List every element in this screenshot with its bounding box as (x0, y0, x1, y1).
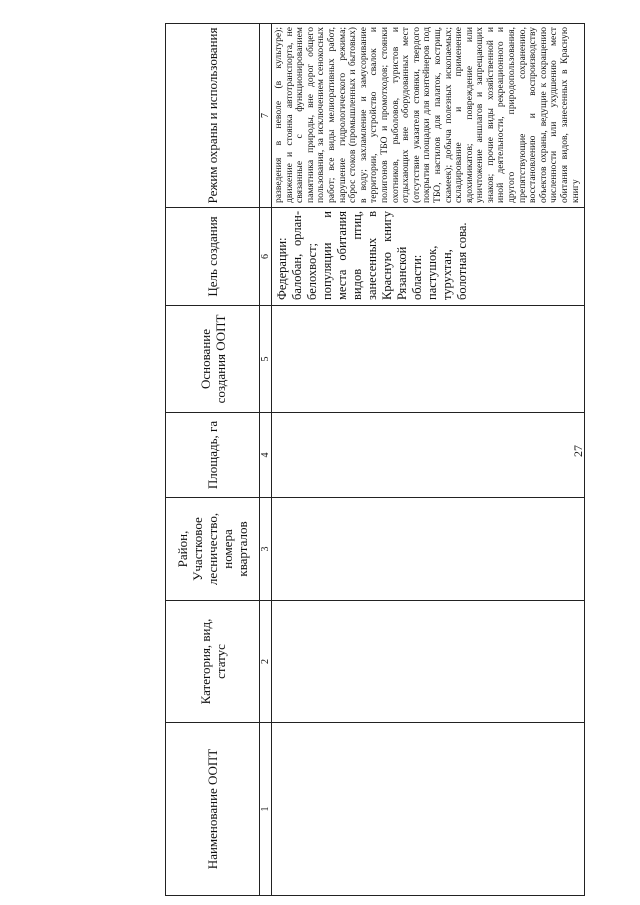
header-regime: Режим охраны и использования (166, 24, 260, 208)
cell-district (272, 498, 585, 601)
protected-areas-table (165, 23, 585, 896)
rotated-table-wrapper (165, 24, 585, 896)
cell-regime (272, 24, 585, 208)
header-row (166, 24, 260, 896)
regime-text: разведения в неволе (в культуре); движение и стоянка автотранспорта, не связанные с функционированием памятника природы, вне дорог общего пользования, за исключением сенокосных работ; все виды мелиоративных работ, нарушение гидрологического режима; сброс стоков (промышленных и бытовых) в воду; захламление и замусоривание территории, устройство свалок и полигонов ТБО и промотходов; стоянки охотников, рыболовов, туристов и отдыхающих вне оборудованных мест (отсутствие указателя стоянки, твердого покрытия площадки для контейнеров под ТБО, настилов для палаток, кострищ, скамеек); добыча полезных ископаемых; складирование и применение ядохимикатов; повреждение или уничтожение аншлагов и запрещающих знаков; прочие виды хозяйственной и иной деятельности, рекреационного и другого природопользования, препятствующие сохранению, восстановлению и воспроизводству объектов охраны, ведущие к сокращению численности или ухудшению мест обитания видов, занесенных в Красную книгу (273, 27, 581, 203)
cell-goal (272, 208, 585, 306)
column-number: 3 (260, 498, 272, 601)
column-number: 4 (260, 413, 272, 498)
cell-basis (272, 306, 585, 413)
goal-text: Федерации: балобан, орлан-белохвост; популяции и места обитания видов птиц, занесенных в Красную книгу Рязанской области: пастушок, турухтан, болотная сова. (275, 211, 469, 300)
column-number: 7 (260, 24, 272, 208)
cell-name (272, 723, 585, 896)
header-name: Наименование ООПТ (166, 723, 260, 896)
header-category: Категория, вид, статус (166, 601, 260, 723)
column-number: 1 (260, 723, 272, 896)
header-district: Район, Участковое лесничество, номера кварталов (166, 498, 260, 601)
page-number: 27 (571, 445, 585, 457)
column-number: 5 (260, 306, 272, 413)
column-number-row (260, 24, 272, 896)
header-goal: Цель создания (166, 208, 260, 306)
table-row (272, 24, 585, 896)
header-basis: Основание создания ООПТ (166, 306, 260, 413)
cell-area (272, 413, 585, 498)
header-area: Площадь, га (166, 413, 260, 498)
column-number: 2 (260, 601, 272, 723)
cell-category (272, 601, 585, 723)
column-number: 6 (260, 208, 272, 306)
